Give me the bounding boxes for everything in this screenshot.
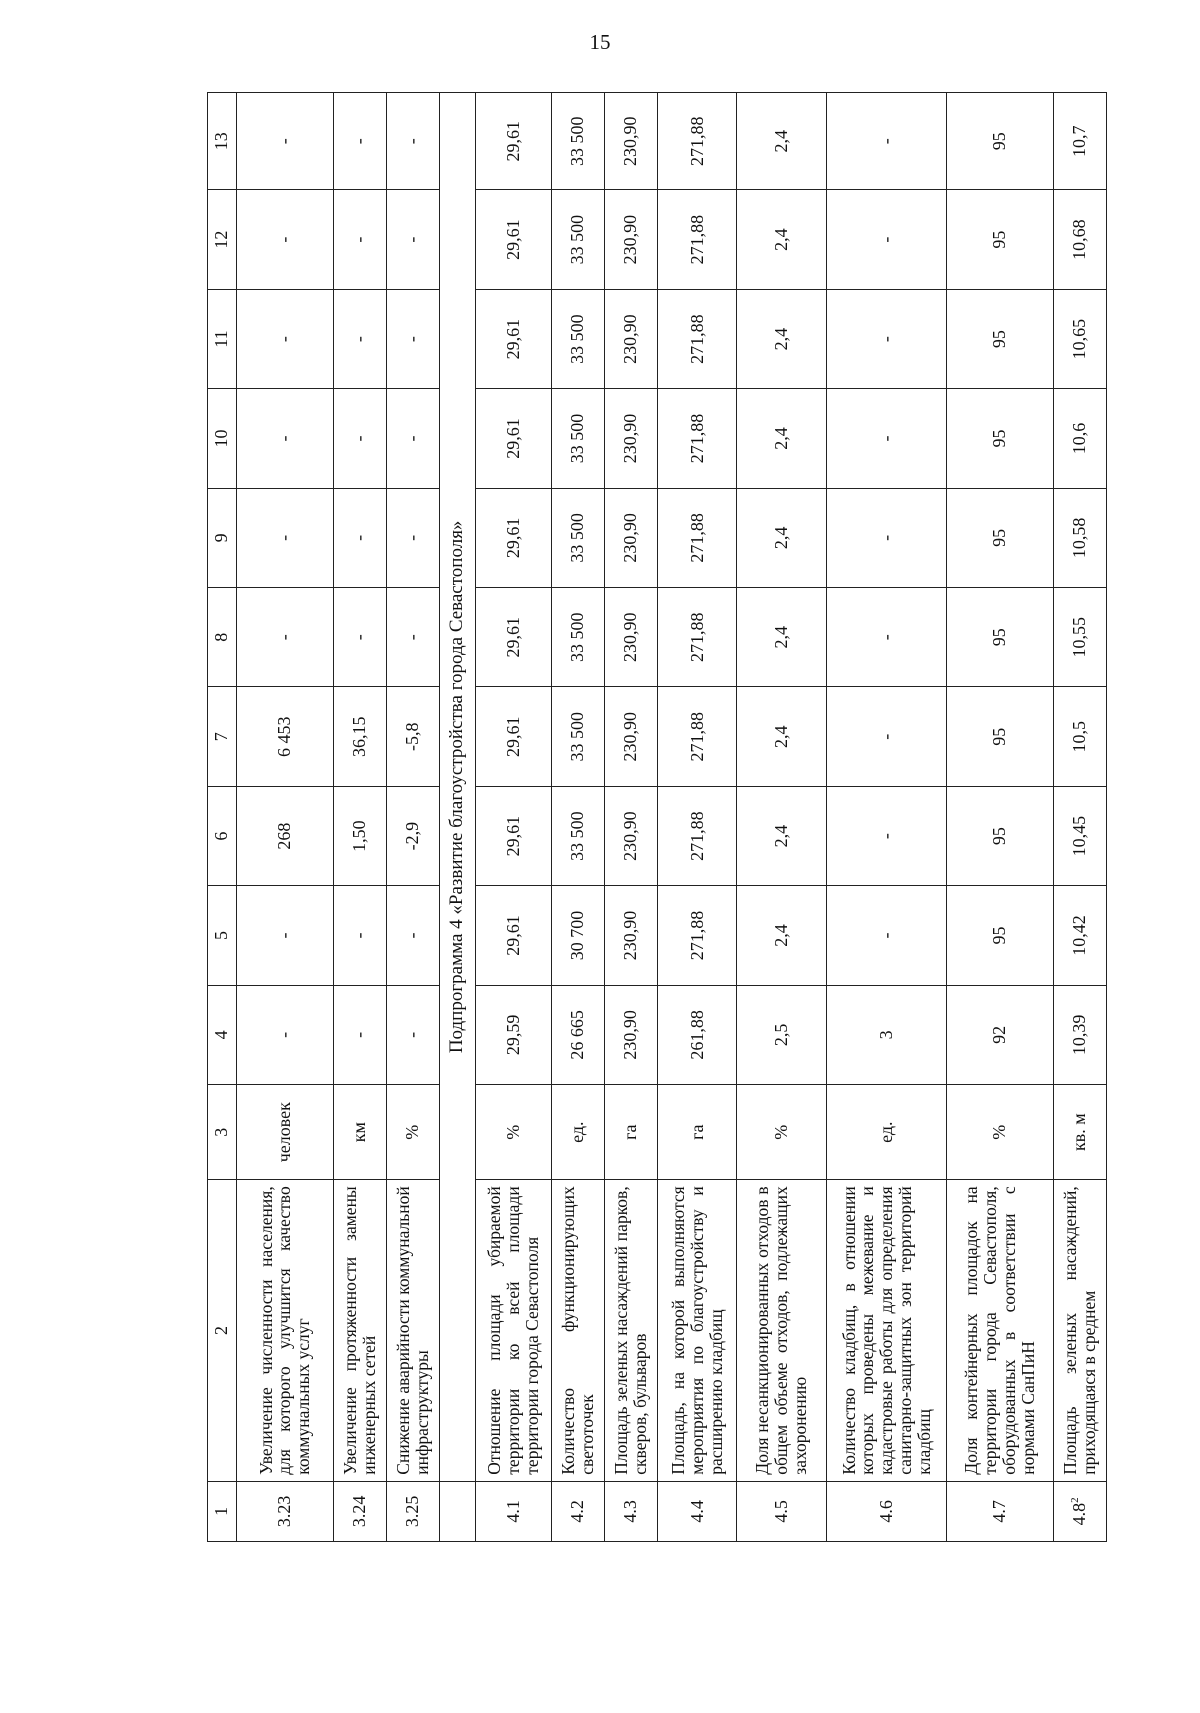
indicator-name: Снижение аварийности коммунальной инфраструктуры	[386, 1180, 439, 1481]
value-cell: 230,90	[604, 190, 657, 289]
value-cell: 29,61	[476, 886, 551, 985]
value-cell: 29,61	[476, 190, 551, 289]
column-header-1: 1	[208, 1481, 237, 1541]
table-row	[236, 93, 333, 1542]
rotated-table-container	[207, 92, 1107, 1542]
indicator-name: Увеличение численности населения, для которого улучшится качество коммунальных услуг	[236, 1180, 333, 1481]
column-header-12: 12	[208, 190, 237, 289]
row-number	[551, 1481, 604, 1541]
value-cell: 33 500	[551, 588, 604, 687]
value-cell: 261,88	[658, 985, 737, 1084]
page-number: 15	[589, 30, 611, 54]
row-number-text: 4.4	[686, 1500, 707, 1523]
value-cell: 6 453	[236, 687, 333, 786]
value-cell: 10,6	[1053, 389, 1106, 488]
table-row	[658, 93, 737, 1542]
table-row	[476, 93, 551, 1542]
indicator-name: Доля контейнерных площадок на территории города Севастополя, оборудованных в соответствии с нормами СанПиН	[947, 1180, 1053, 1481]
value-cell: -	[827, 786, 947, 885]
value-cell: -	[236, 488, 333, 587]
unit-cell: %	[947, 1085, 1053, 1180]
value-cell: 2,4	[737, 786, 827, 885]
value-cell: 2,4	[737, 488, 827, 587]
value-cell: 230,90	[604, 488, 657, 587]
row-number	[476, 1481, 551, 1541]
value-cell: 95	[947, 389, 1053, 488]
indicator-name: Площадь, на которой выполняются мероприятия по благоустройству и расширению кладбищ	[658, 1180, 737, 1481]
value-cell: 271,88	[658, 588, 737, 687]
value-cell: -	[827, 687, 947, 786]
value-cell: 271,88	[658, 389, 737, 488]
table-row	[947, 93, 1053, 1542]
row-number	[604, 1481, 657, 1541]
unit-cell: человек	[236, 1085, 333, 1180]
value-cell: 2,4	[737, 289, 827, 388]
value-cell: 29,61	[476, 389, 551, 488]
value-cell: 29,61	[476, 588, 551, 687]
value-cell: -	[333, 389, 386, 488]
column-header-8: 8	[208, 588, 237, 687]
value-cell: -	[236, 886, 333, 985]
column-header-13: 13	[208, 93, 237, 190]
unit-cell: га	[604, 1085, 657, 1180]
value-cell: 1,50	[333, 786, 386, 885]
indicators-table	[207, 92, 1107, 1542]
value-cell: 271,88	[658, 190, 737, 289]
value-cell: 10,5	[1053, 687, 1106, 786]
value-cell: 10,45	[1053, 786, 1106, 885]
value-cell: 230,90	[604, 687, 657, 786]
value-cell: -	[333, 190, 386, 289]
unit-cell: %	[386, 1085, 439, 1180]
column-header-2: 2	[208, 1180, 237, 1481]
value-cell: 2,4	[737, 389, 827, 488]
value-cell: 2,4	[737, 886, 827, 985]
value-cell: -	[386, 588, 439, 687]
value-cell: -	[827, 389, 947, 488]
section-row	[439, 93, 476, 1542]
row-number	[947, 1481, 1053, 1541]
row-number	[236, 1481, 333, 1541]
row-number-text: 3.25	[402, 1495, 423, 1528]
indicator-name: Площадь зеленых насаждений парков, скверов, бульваров	[604, 1180, 657, 1481]
value-cell: 271,88	[658, 93, 737, 190]
value-cell: 29,59	[476, 985, 551, 1084]
value-cell: 268	[236, 786, 333, 885]
value-cell: 230,90	[604, 588, 657, 687]
value-cell: -	[333, 488, 386, 587]
column-header-9: 9	[208, 488, 237, 587]
value-cell: 29,61	[476, 488, 551, 587]
table-row	[386, 93, 439, 1542]
column-header-3: 3	[208, 1085, 237, 1180]
table-row	[1053, 93, 1106, 1542]
value-cell: 33 500	[551, 190, 604, 289]
value-cell: 95	[947, 687, 1053, 786]
value-cell: -5,8	[386, 687, 439, 786]
value-cell: 230,90	[604, 886, 657, 985]
value-cell: -	[333, 588, 386, 687]
value-cell: 33 500	[551, 93, 604, 190]
indicator-name: Площадь зеленых насаждений, приходящаяся в среднем	[1053, 1180, 1106, 1481]
table-row	[737, 93, 827, 1542]
value-cell: 271,88	[658, 289, 737, 388]
value-cell: -	[386, 886, 439, 985]
column-header-11: 11	[208, 289, 237, 388]
indicator-name: Отношение площади убираемой территории ко всей площади территории города Севастополя	[476, 1180, 551, 1481]
value-cell: 10,42	[1053, 886, 1106, 985]
column-header-10: 10	[208, 389, 237, 488]
value-cell: -	[386, 488, 439, 587]
value-cell: -	[236, 289, 333, 388]
value-cell: -	[236, 93, 333, 190]
value-cell: 29,61	[476, 786, 551, 885]
column-header-5: 5	[208, 886, 237, 985]
value-cell: 271,88	[658, 687, 737, 786]
value-cell: 10,65	[1053, 289, 1106, 388]
value-cell: 33 500	[551, 389, 604, 488]
unit-cell: ед.	[827, 1085, 947, 1180]
value-cell: 2,4	[737, 588, 827, 687]
value-cell: 2,4	[737, 93, 827, 190]
column-header-6: 6	[208, 786, 237, 885]
value-cell: -	[236, 190, 333, 289]
value-cell: -	[333, 985, 386, 1084]
value-cell: 33 500	[551, 289, 604, 388]
value-cell: -	[236, 588, 333, 687]
value-cell: 33 500	[551, 786, 604, 885]
value-cell: 95	[947, 190, 1053, 289]
value-cell: -	[827, 289, 947, 388]
value-cell: -	[386, 389, 439, 488]
value-cell: 30 700	[551, 886, 604, 985]
column-header-4: 4	[208, 985, 237, 1084]
indicator-name: Количество функционирующих светоточек	[551, 1180, 604, 1481]
value-cell: 26 665	[551, 985, 604, 1084]
row-number-text: 4.6	[876, 1500, 897, 1523]
row-number	[827, 1481, 947, 1541]
value-cell: 230,90	[604, 389, 657, 488]
value-cell: -	[827, 190, 947, 289]
unit-cell: ед.	[551, 1085, 604, 1180]
row-number-text: 4.1	[502, 1500, 523, 1523]
indicator-name: Количество кладбищ, в отношении которых проведены межевание и кадастровые работы для определения санитарно-защитных зон территорий кладбищ	[827, 1180, 947, 1481]
value-cell: 10,55	[1053, 588, 1106, 687]
value-cell: -2,9	[386, 786, 439, 885]
value-cell: -	[333, 886, 386, 985]
row-number-text: 3.24	[349, 1495, 370, 1528]
value-cell: 10,58	[1053, 488, 1106, 587]
value-cell: -	[827, 488, 947, 587]
value-cell: 95	[947, 488, 1053, 587]
value-cell: -	[386, 190, 439, 289]
table-row	[604, 93, 657, 1542]
row-number-text: 4.5	[771, 1500, 792, 1523]
table-row	[827, 93, 947, 1542]
table-row	[333, 93, 386, 1542]
row-number-text: 4.8	[1069, 1502, 1090, 1526]
value-cell: 95	[947, 886, 1053, 985]
value-cell: 230,90	[604, 786, 657, 885]
value-cell: 92	[947, 985, 1053, 1084]
row-number	[737, 1481, 827, 1541]
value-cell: -	[827, 886, 947, 985]
row-number-text: 3.23	[274, 1495, 295, 1528]
indicator-name: Доля несанкционированных отходов в общем объеме отходов, подлежащих захоронению	[737, 1180, 827, 1481]
value-cell: -	[236, 389, 333, 488]
value-cell: 271,88	[658, 886, 737, 985]
row-number-text: 4.2	[567, 1500, 588, 1523]
value-cell: 2,5	[737, 985, 827, 1084]
value-cell: 3	[827, 985, 947, 1084]
value-cell: 33 500	[551, 687, 604, 786]
header-row	[208, 93, 237, 1542]
row-number-text: 4.3	[620, 1500, 641, 1523]
value-cell: -	[386, 93, 439, 190]
unit-cell: кв. м	[1053, 1085, 1106, 1180]
value-cell: 29,61	[476, 289, 551, 388]
section-title: Подпрограмма 4 «Развитие благоустройства города Севастополя»	[439, 93, 476, 1482]
value-cell: -	[386, 289, 439, 388]
section-spacer	[439, 1481, 476, 1541]
value-cell: -	[333, 289, 386, 388]
value-cell: 271,88	[658, 786, 737, 885]
unit-cell: %	[737, 1085, 827, 1180]
unit-cell: га	[658, 1085, 737, 1180]
column-header-7: 7	[208, 687, 237, 786]
value-cell: 95	[947, 93, 1053, 190]
indicator-name: Увеличение протяженности замены инженерных сетей	[333, 1180, 386, 1481]
row-number-footnote: 2	[1069, 1497, 1082, 1503]
row-number	[386, 1481, 439, 1541]
unit-cell: %	[476, 1085, 551, 1180]
value-cell: 2,4	[737, 190, 827, 289]
value-cell: 230,90	[604, 93, 657, 190]
value-cell: 95	[947, 289, 1053, 388]
value-cell: 29,61	[476, 93, 551, 190]
value-cell: 33 500	[551, 488, 604, 587]
value-cell: 10,39	[1053, 985, 1106, 1084]
unit-cell: км	[333, 1085, 386, 1180]
value-cell: 36,15	[333, 687, 386, 786]
row-number-text: 4.7	[989, 1500, 1010, 1523]
value-cell: -	[827, 93, 947, 190]
row-number	[333, 1481, 386, 1541]
value-cell: -	[827, 588, 947, 687]
value-cell: 10,7	[1053, 93, 1106, 190]
value-cell: 2,4	[737, 687, 827, 786]
value-cell: 230,90	[604, 985, 657, 1084]
value-cell: 230,90	[604, 289, 657, 388]
value-cell: 29,61	[476, 687, 551, 786]
value-cell: 271,88	[658, 488, 737, 587]
table-row	[551, 93, 604, 1542]
row-number	[1053, 1481, 1106, 1541]
row-number	[658, 1481, 737, 1541]
value-cell: 95	[947, 588, 1053, 687]
value-cell: 95	[947, 786, 1053, 885]
value-cell: 10,68	[1053, 190, 1106, 289]
value-cell: -	[333, 93, 386, 190]
value-cell: -	[236, 985, 333, 1084]
value-cell: -	[386, 985, 439, 1084]
